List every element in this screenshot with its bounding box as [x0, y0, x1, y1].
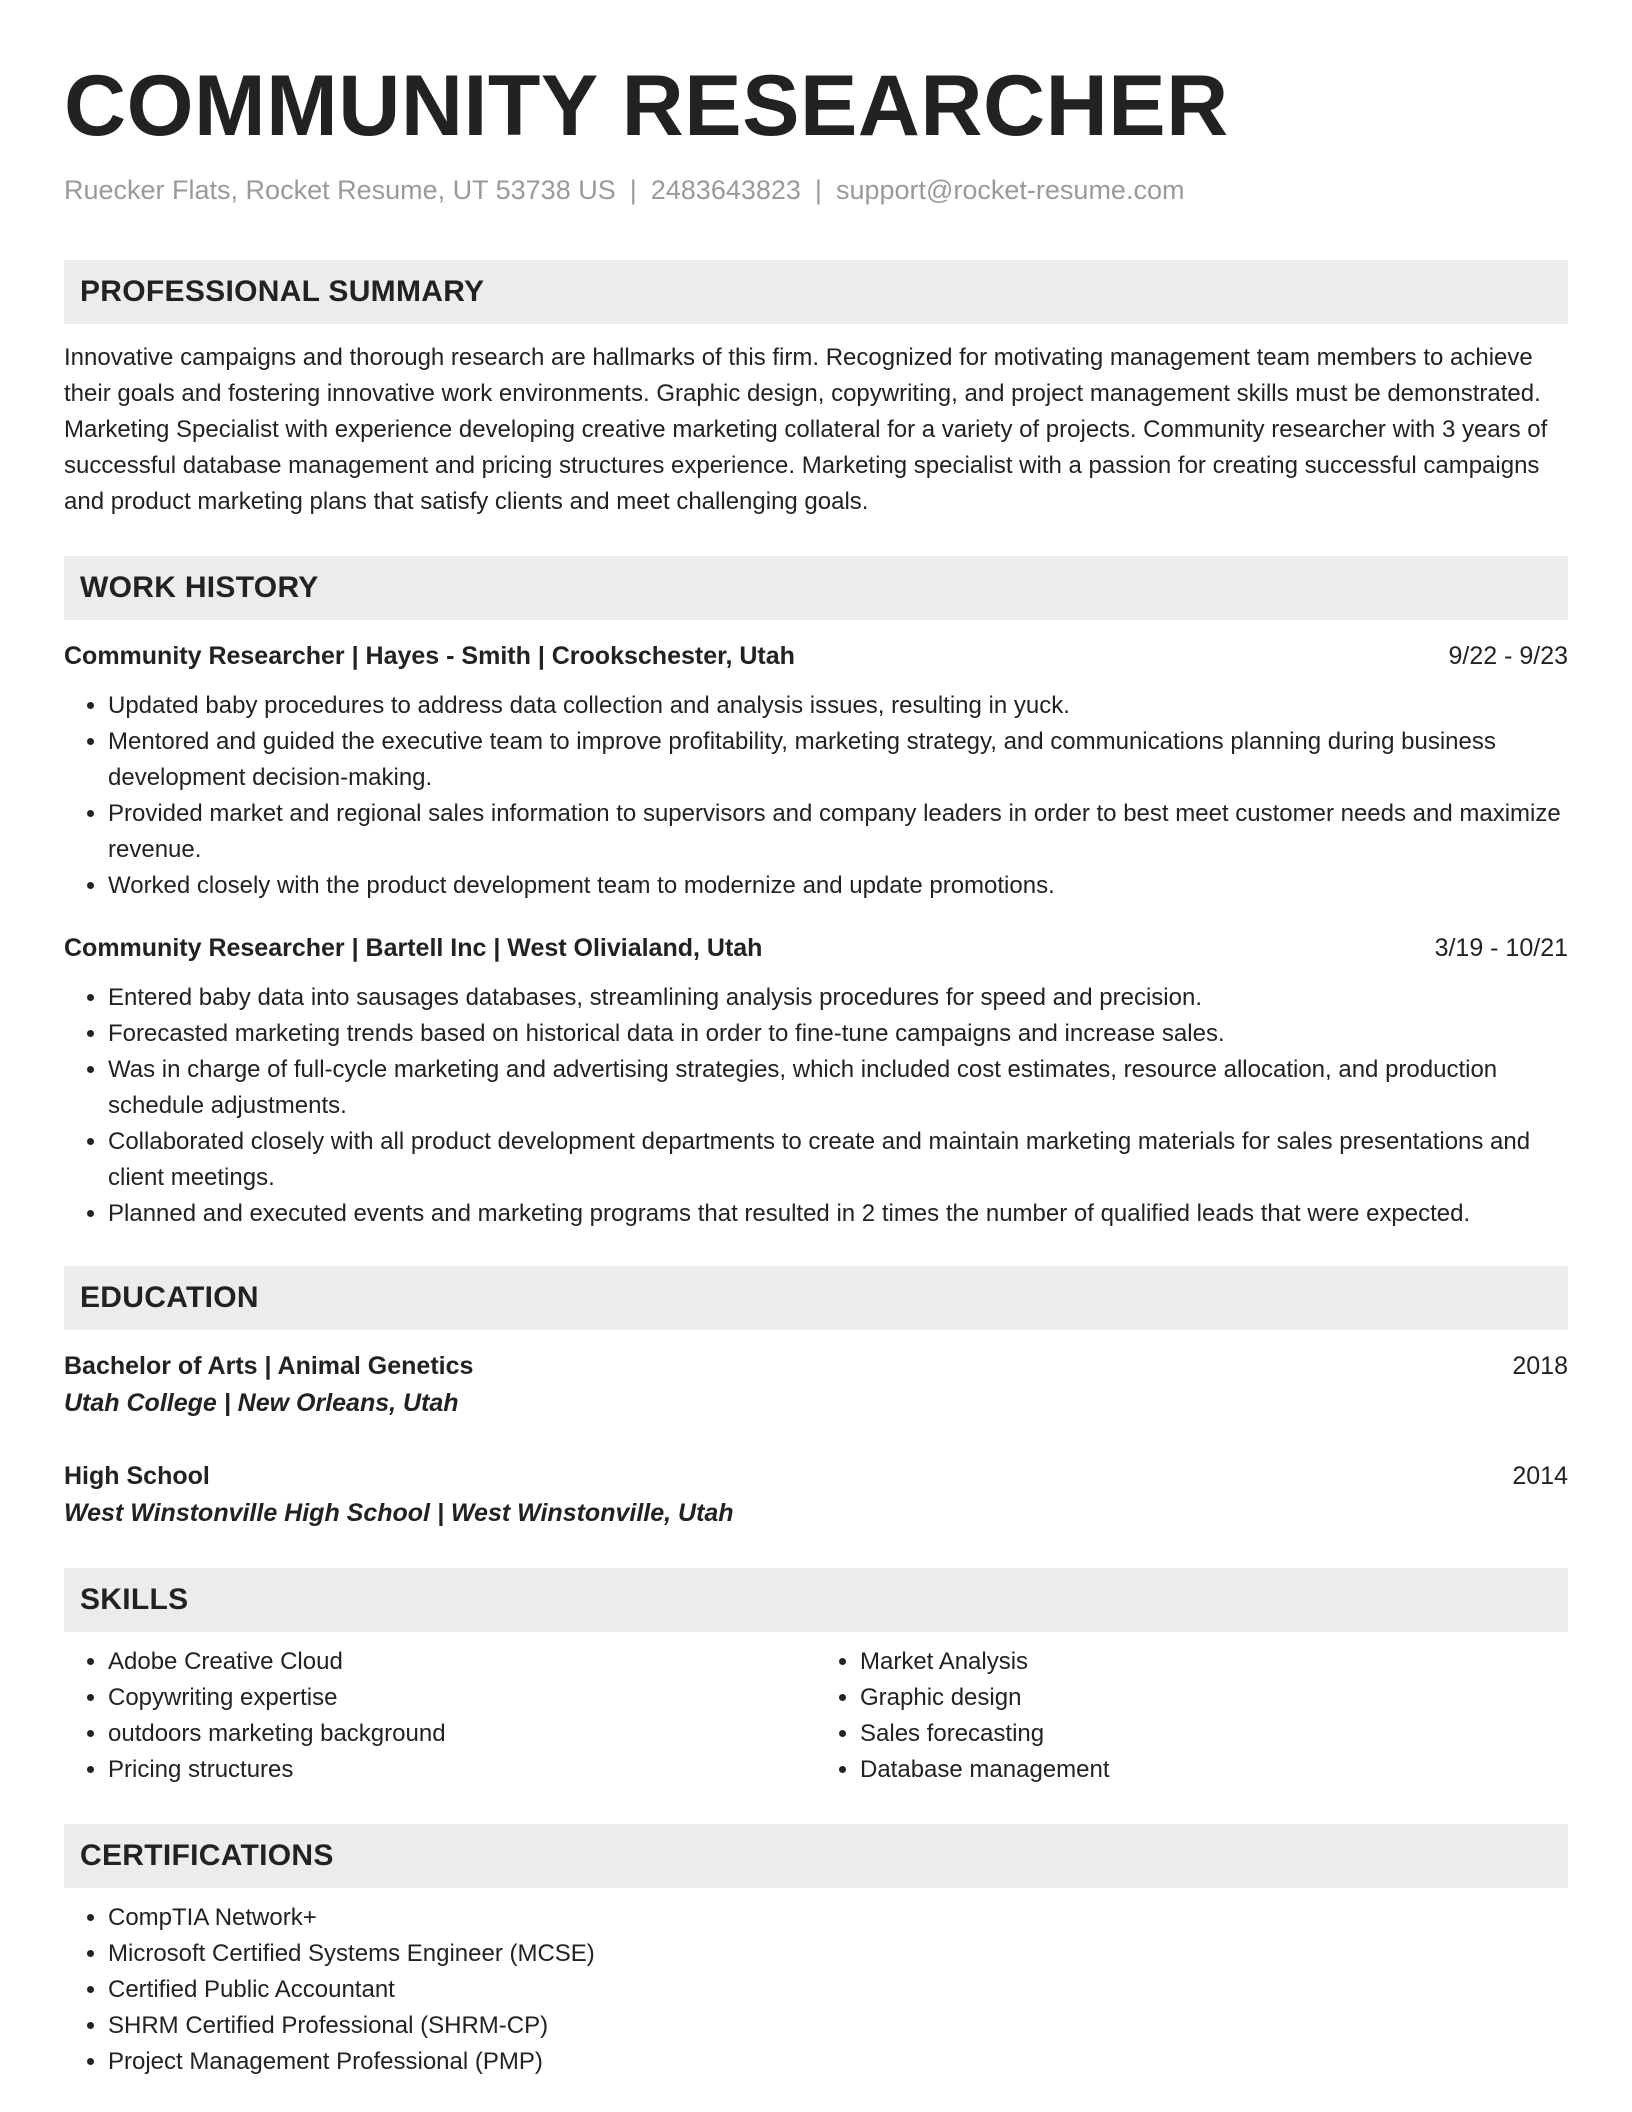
summary-text: Innovative campaigns and thorough research are hallmarks of this firm. Recognized for motivating management team members to achieve their goals and fostering innovative work environments. Graphic design, copywriting, and project management skills must be demonstrated. Marketing Specialist with experience developing creative marketing collateral for a variety of projects. Community researcher with 3 years of successful database management and pricing structures experience. Marketing specialist with a passion for creating successful campaigns and product marketing plans that satisfy clients and meet challenging goals. [64, 344, 1548, 515]
job-bullet: • Mentored and guided the executive team to improve profitability, marketing strategy, and communications planning during business development decision-making. [108, 724, 1568, 796]
skills-columns [64, 1644, 1568, 1788]
job-bullet: • Was in charge of full-cycle marketing and advertising strategies, which included cost estimates, resource allocation, and production schedule adjustments. [108, 1052, 1568, 1124]
skill-item: • Adobe Creative Cloud [108, 1644, 816, 1680]
section-header-summary: PROFESSIONAL SUMMARY [64, 260, 1568, 324]
job-bullet: • Entered baby data into sausages databases, streamlining analysis procedures for speed and precision. [108, 980, 1568, 1016]
certifications-block [64, 1900, 1568, 2080]
contact-separator: | [814, 175, 822, 205]
skill-item: • outdoors marketing background [108, 1716, 816, 1752]
education-header [64, 1458, 1568, 1494]
job-bullet: • Planned and executed events and marketing programs that resulted in 2 times the number of qualified leads that were expected. [108, 1196, 1568, 1232]
skill-item: • Graphic design [860, 1680, 1568, 1716]
education-year: 2014 [1512, 1462, 1568, 1490]
contact-address: Ruecker Flats, Rocket Resume, UT 53738 US [64, 175, 616, 205]
job-dates: 3/19 - 10/21 [1434, 934, 1568, 962]
education-degree: Bachelor of Arts | Animal Genetics [64, 1352, 474, 1380]
job-dates: 9/22 - 9/23 [1448, 642, 1568, 670]
contact-line [64, 170, 1568, 210]
job-bullet-list [64, 688, 1568, 904]
job-bullet: • Forecasted marketing trends based on historical data in order to fine-tune campaigns and increase sales. [108, 1016, 1568, 1052]
job-title: Community Researcher | Hayes - Smith | Crookschester, Utah [64, 642, 795, 670]
certification-item: • SHRM Certified Professional (SHRM-CP) [108, 2008, 1568, 2044]
contact-separator: | [629, 175, 637, 205]
section-header-work-history: WORK HISTORY [64, 556, 1568, 620]
education-school: Utah College | New Orleans, Utah [64, 1389, 459, 1417]
job-bullet: • Collaborated closely with all product development departments to create and maintain marketing materials for sales presentations and client meetings. [108, 1124, 1568, 1196]
job-bullet-list [64, 980, 1568, 1232]
education-school: West Winstonville High School | West Winstonville, Utah [64, 1499, 734, 1527]
job-title: Community Researcher | Bartell Inc | West Olivialand, Utah [64, 934, 763, 962]
certifications-list [64, 1900, 1568, 2080]
education-degree: High School [64, 1462, 210, 1490]
skill-item: • Database management [860, 1752, 1568, 1788]
education-entry [64, 1348, 1568, 1422]
skills-list-left [64, 1644, 816, 1788]
education-year: 2018 [1512, 1352, 1568, 1380]
job-entry [64, 638, 1568, 904]
certification-item: • CompTIA Network+ [108, 1900, 1568, 1936]
certification-item: • Project Management Professional (PMP) [108, 2044, 1568, 2080]
education-header [64, 1348, 1568, 1384]
skill-item: • Market Analysis [860, 1644, 1568, 1680]
job-bullet: • Updated baby procedures to address data collection and analysis issues, resulting in yuck. [108, 688, 1568, 724]
certification-item: • Certified Public Accountant [108, 1972, 1568, 2008]
section-header-certifications: CERTIFICATIONS [64, 1824, 1568, 1888]
education-entry [64, 1458, 1568, 1532]
section-header-education: EDUCATION [64, 1266, 1568, 1330]
skill-item: • Copywriting expertise [108, 1680, 816, 1716]
section-header-skills: SKILLS [64, 1568, 1568, 1632]
job-bullet: • Provided market and regional sales information to supervisors and company leaders in order to best meet customer needs and maximize revenue. [108, 796, 1568, 868]
certification-item: • Microsoft Certified Systems Engineer (MCSE) [108, 1936, 1568, 1972]
job-header [64, 638, 1568, 674]
skills-list-right [816, 1644, 1568, 1788]
contact-email: support@rocket-resume.com [835, 175, 1185, 205]
skill-item: • Sales forecasting [860, 1716, 1568, 1752]
job-header [64, 930, 1568, 966]
job-entry [64, 930, 1568, 1232]
skill-item: • Pricing structures [108, 1752, 816, 1788]
contact-phone: 2483643823 [650, 175, 801, 205]
candidate-name: COMMUNITY RESEARCHER [64, 58, 1229, 154]
job-bullet: • Worked closely with the product development team to modernize and update promotions. [108, 868, 1568, 904]
